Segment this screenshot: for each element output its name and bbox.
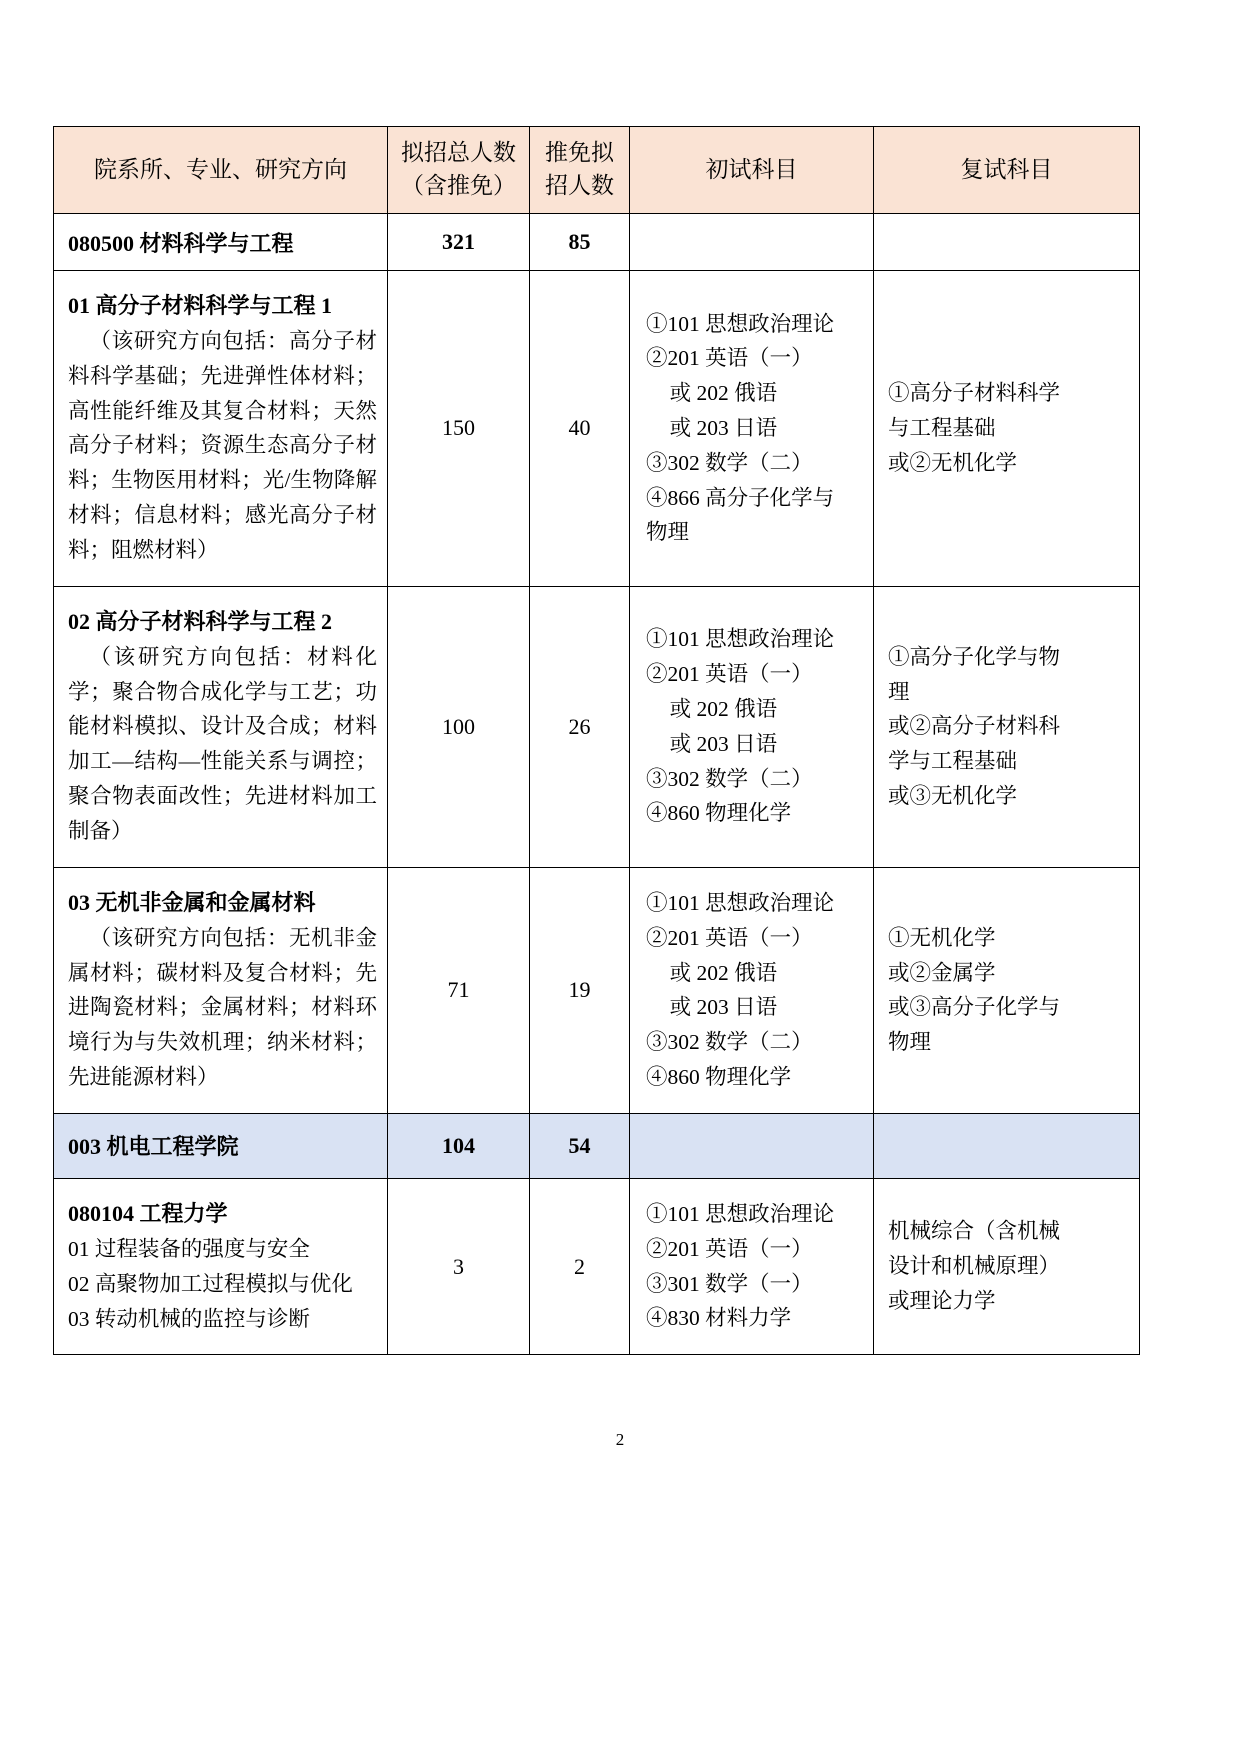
first-exam-subject-line: ④866 高分子化学与 [646, 485, 835, 510]
second-exam-subject-line: 或理论力学 [888, 1289, 996, 1314]
first-exam-subjects [630, 1178, 874, 1354]
table-body [54, 214, 1140, 1355]
research-direction-cell [54, 1178, 388, 1354]
second-exam-subject-line: 物理 [888, 1030, 932, 1055]
research-direction-row [54, 271, 1140, 587]
research-direction-description: （该研究方向包括：无机非金属材料；碳材料及复合材料；先进陶瓷材料；金属材料；材料环境行为与失效机理；纳米材料；先进能源材料） [68, 925, 377, 1090]
first-exam-subject-line: ①101 思想政治理论 [646, 627, 835, 652]
first-exam-subject-line: ③301 数学（一） [646, 1271, 813, 1296]
column-header-total-line2: （含推免） [401, 173, 516, 198]
column-header-first-exam [630, 127, 874, 214]
table-header-row [54, 127, 1140, 214]
first-exam-subjects [630, 867, 874, 1113]
research-direction-cell [54, 586, 388, 867]
first-exam-subject-line: 或 203 日语 [669, 731, 778, 756]
total-count: 71 [388, 867, 530, 1113]
major-name: 080500 材料科学与工程 [54, 214, 388, 271]
first-exam-subject-line: ③302 数学（二） [646, 1030, 813, 1055]
second-exam-subject-line: 与工程基础 [888, 415, 996, 440]
first-exam-subject-line: 或 202 俄语 [669, 960, 778, 985]
research-direction-title: 03 无机非金属和金属材料 [68, 889, 316, 915]
second-exam-subject-line: ①无机化学 [888, 925, 996, 950]
total-count: 321 [388, 214, 530, 271]
research-direction-sublist-item: 02 高聚物加工过程模拟与优化 [68, 1271, 353, 1296]
research-direction-sublist-item: 01 过程装备的强度与安全 [68, 1236, 310, 1261]
research-direction-cell [54, 867, 388, 1113]
second-exam-subjects [874, 1113, 1140, 1178]
first-exam-subject-line: ①101 思想政治理论 [646, 311, 835, 336]
first-exam-subject-line: ②201 英语（一） [646, 1236, 813, 1261]
column-header-second-exam-label: 复试科目 [960, 156, 1053, 182]
column-header-total-line1: 拟招总人数 [401, 140, 516, 166]
second-exam-subjects [874, 271, 1140, 587]
research-direction-sublist [68, 1232, 377, 1336]
page-number: 2 [615, 1430, 625, 1449]
research-direction-title: 01 高分子材料科学与工程 1 [68, 293, 333, 318]
first-exam-subject-line: ②201 英语（一） [646, 925, 813, 950]
recommend-count: 40 [530, 271, 630, 587]
total-count: 104 [388, 1113, 530, 1178]
second-exam-subject-line: 设计和机械原理） [888, 1254, 1061, 1279]
research-direction-title: 080104 工程力学 [68, 1200, 228, 1226]
column-header-total [388, 127, 530, 214]
second-exam-subjects [874, 867, 1140, 1113]
admissions-table [53, 126, 1140, 1355]
column-header-second-exam [874, 127, 1140, 214]
table-header [54, 127, 1140, 214]
second-exam-subject-line: ①高分子材料科学 [888, 381, 1061, 406]
first-exam-subject-line: ②201 英语（一） [646, 662, 813, 687]
column-header-recommend [530, 127, 630, 214]
second-exam-subject-line: 或②无机化学 [888, 450, 1018, 475]
first-exam-subjects [630, 586, 874, 867]
research-direction-row [54, 586, 1140, 867]
first-exam-subject-line: 物理 [646, 520, 690, 545]
research-direction-row [54, 867, 1140, 1113]
column-header-direction-label: 院系所、专业、研究方向 [94, 156, 347, 182]
second-exam-subject-line: 或③高分子化学与 [888, 995, 1061, 1020]
first-exam-subject-line: ②201 英语（一） [646, 346, 813, 371]
recommend-count: 54 [530, 1113, 630, 1178]
second-exam-subject-line: 或③无机化学 [888, 784, 1018, 809]
college-summary-row [54, 1113, 1140, 1178]
total-count: 150 [388, 271, 530, 587]
first-exam-subject-line: ④860 物理化学 [646, 801, 792, 826]
recommend-count: 19 [530, 867, 630, 1113]
research-direction-description: （该研究方向包括：材料化学；聚合物合成化学与工艺；功能材料模拟、设计及合成；材料加工—结构—性能关系与调控；聚合物表面改性；先进材料加工制备） [68, 644, 377, 843]
first-exam-subjects [630, 1113, 874, 1178]
column-header-recommend-line2: 招人数 [545, 173, 614, 198]
research-direction-title: 02 高分子材料科学与工程 2 [68, 608, 333, 634]
second-exam-subject-line: ①高分子化学与物 [888, 644, 1061, 669]
college-name: 003 机电工程学院 [54, 1113, 388, 1178]
research-direction-row [54, 1178, 1140, 1354]
research-direction-sublist-item: 03 转动机械的监控与诊断 [68, 1306, 310, 1331]
major-summary-row [54, 214, 1140, 271]
recommend-count: 85 [530, 214, 630, 271]
first-exam-subject-line: ①101 思想政治理论 [646, 1201, 835, 1226]
second-exam-subject-line: 理 [888, 679, 910, 704]
second-exam-subject-line: 或②金属学 [888, 960, 996, 985]
first-exam-subject-line: 或 202 俄语 [669, 696, 778, 721]
first-exam-subject-line: 或 203 日语 [669, 995, 778, 1020]
second-exam-subjects [874, 586, 1140, 867]
research-direction-description: （该研究方向包括：高分子材料科学基础；先进弹性体材料；高性能纤维及其复合材料；天然高分子材料；资源生态高分子材料；生物医用材料；光/生物降解材料；信息材料；感光高分子材料；阻燃材料） [68, 329, 377, 562]
first-exam-subject-line: ①101 思想政治理论 [646, 890, 835, 915]
first-exam-subject-line: ④860 物理化学 [646, 1064, 792, 1089]
column-header-recommend-line1: 推免拟 [545, 140, 614, 166]
first-exam-subject-line: 或 203 日语 [669, 415, 778, 440]
column-header-direction [54, 127, 388, 214]
recommend-count: 26 [530, 586, 630, 867]
recommend-count: 2 [530, 1178, 630, 1354]
first-exam-subject-line: ③302 数学（二） [646, 450, 813, 475]
first-exam-subjects [630, 214, 874, 271]
column-header-first-exam-label: 初试科目 [705, 156, 798, 182]
first-exam-subjects [630, 271, 874, 587]
first-exam-subject-line: 或 202 俄语 [669, 381, 778, 406]
second-exam-subject-line: 机械综合（含机械 [888, 1219, 1061, 1244]
first-exam-subject-line: ④830 材料力学 [646, 1306, 792, 1331]
second-exam-subject-line: 或②高分子材料科 [888, 714, 1061, 739]
research-direction-cell [54, 271, 388, 587]
total-count: 100 [388, 586, 530, 867]
first-exam-subject-line: ③302 数学（二） [646, 766, 813, 791]
second-exam-subjects [874, 214, 1140, 271]
second-exam-subjects [874, 1178, 1140, 1354]
admissions-table-container [53, 126, 1139, 1355]
second-exam-subject-line: 学与工程基础 [888, 749, 1018, 774]
total-count: 3 [388, 1178, 530, 1354]
